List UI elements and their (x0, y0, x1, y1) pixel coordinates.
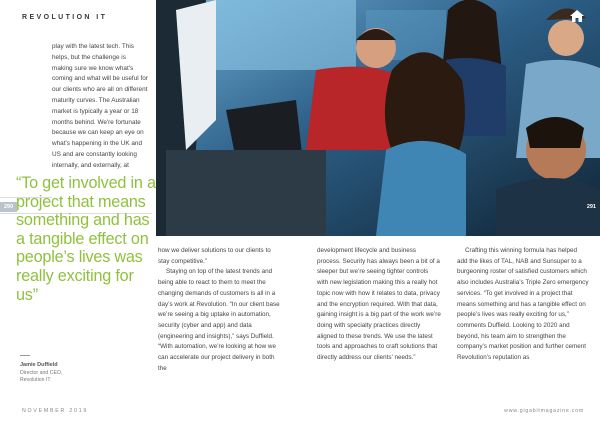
paragraph: how we deliver solutions to our clients to stay competitive.” (158, 247, 271, 265)
page-number-left: 290 (0, 202, 17, 212)
team-photo (156, 0, 600, 236)
home-icon[interactable] (570, 10, 584, 22)
attribution-role (20, 370, 80, 385)
paragraph: development lifecycle and business process. Security has always been a bit of a sleeper but we’re seeing tighter controls with new legislation making this a really hot topic now with how it relates to data, privacy and the encryption required. With that data, gaining insight is a big part of the work we’re doing with specialty practices directly aligned to these trends. We use the latest tools and approaches to craft solutions that directly address our clients’ needs.” (317, 247, 441, 362)
attribution-name: Jamie Duffield (20, 362, 58, 368)
page-number-right: 291 (586, 204, 596, 210)
paragraph: Crafting this winning formula has helped add the likes of TAL, NAB and Sunsuper to a burgeoning roster of satisfied customers which also includes Australia’s Triple Zero emergency services. “To get involved in a project that means something and has a tangible effect on people’s lives was really exciting for us,” comments Duffield. Looking to 2020 and beyond, his team aim to strengthen the company’s market position and further cement Revolution’s reputation as (457, 247, 589, 362)
pull-quote: “To get involved in a project that means something and has a tangible effect on people’s lives was really exciting for us” (16, 174, 156, 304)
attribution-role-line: Director and CEO, (20, 370, 63, 376)
attribution-dash (20, 355, 30, 356)
attribution-role-line: Revolution IT (20, 377, 51, 384)
footer-date: NOVEMBER 2019 (22, 408, 89, 414)
body-text-top: play with the latest tech. This helps, but the challenge is making sure we know what's coming and what will be useful for our clients who are all on different maturity curves. The Australian market is typically a year or 18 months behind. We're fortunate because we can keep an eye on what's happening in the UK and US and are constantly looking internally, and externally, at (52, 43, 148, 169)
body-column-3 (457, 246, 589, 364)
body-column-1 (158, 246, 282, 374)
section-title: REVOLUTION IT (22, 14, 108, 21)
body-column-2 (317, 246, 441, 364)
paragraph: Staying on top of the latest trends and being able to react to them to meet the changing demands of customers is all in a day’s work at Revolution. “In our client base we’re seeing a big uptake in automation, security (cyber and app) and data (engineering and insights),” says Duffield. “With automation, we’re looking at how we can accelerate our project delivery in both the (158, 268, 280, 372)
footer-url[interactable]: www.gigabitmagazine.com (504, 408, 584, 414)
